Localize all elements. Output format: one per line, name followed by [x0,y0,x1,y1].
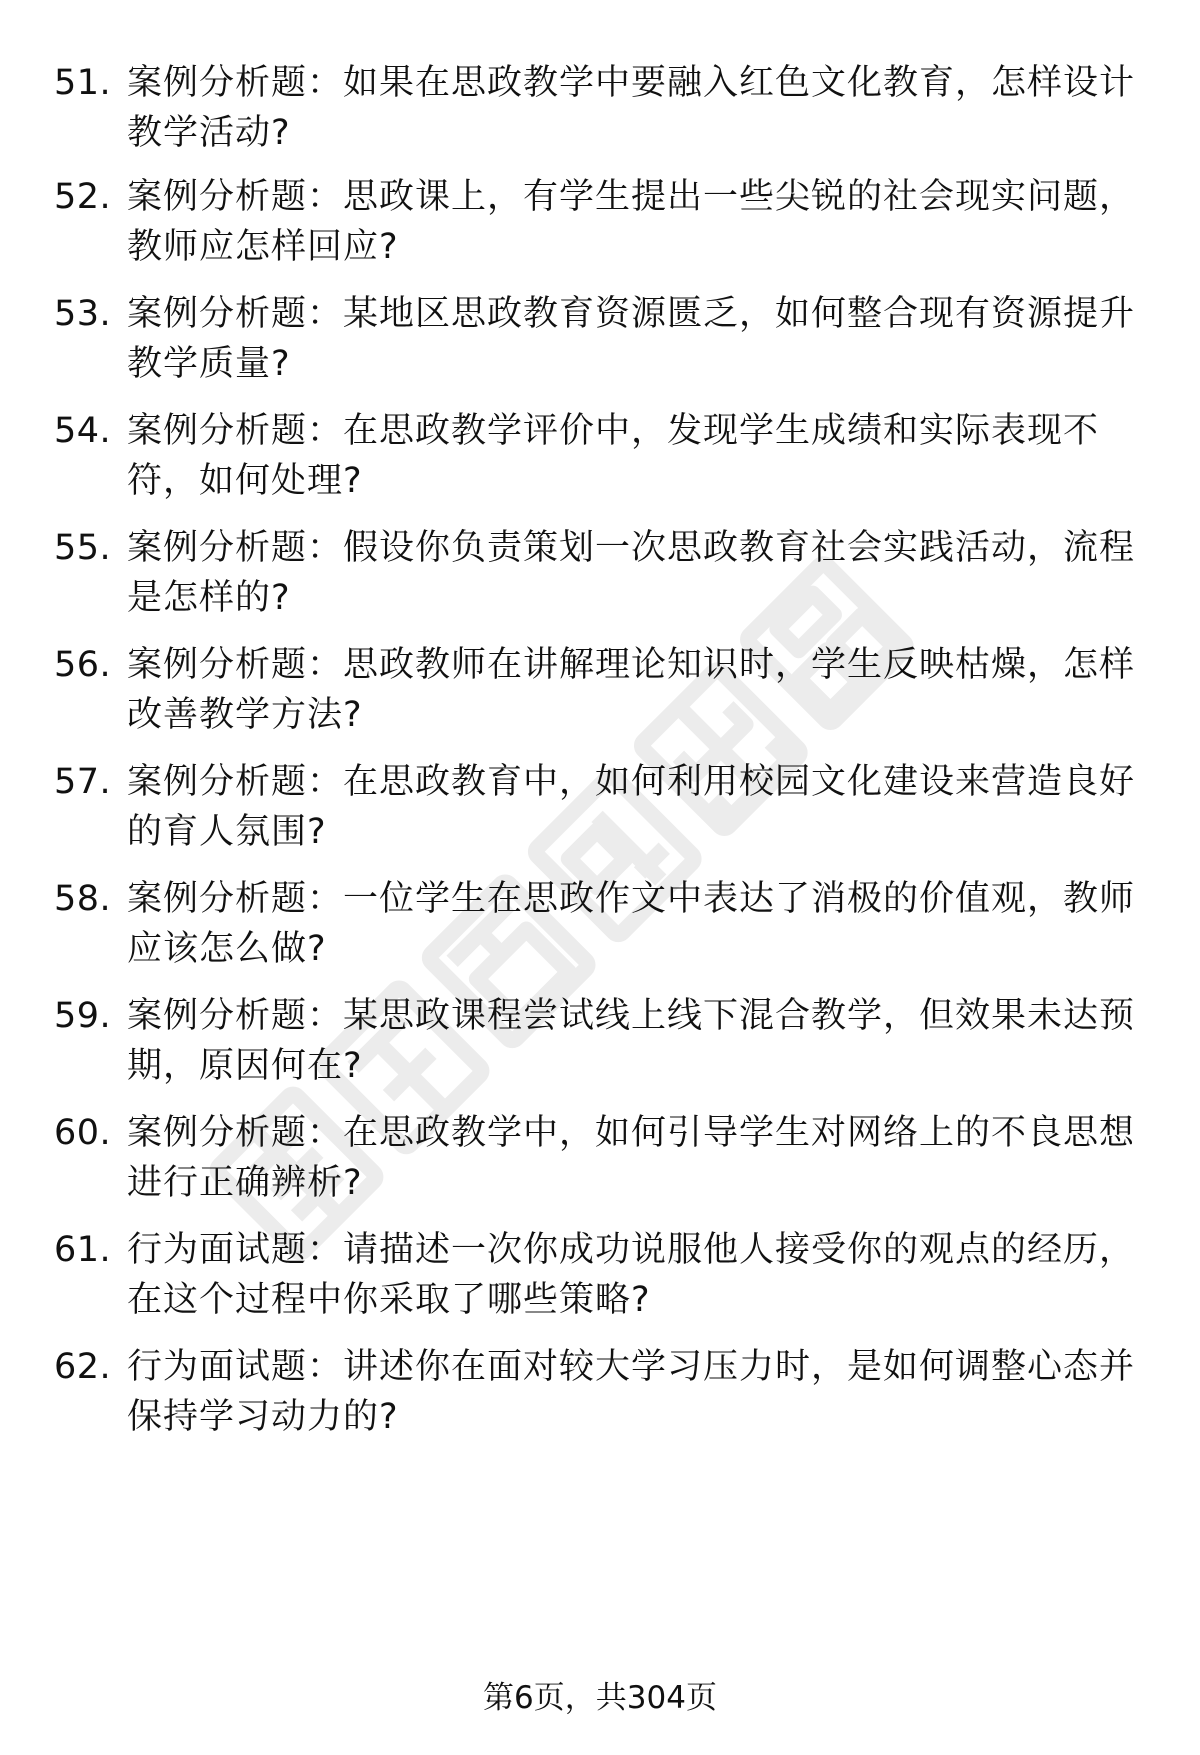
question-text: 案例分析题：一位学生在思政作文中表达了消极的价值观，教师应该怎么做? [127,879,1136,969]
question-text: 案例分析题：如果在思政教学中要融入红色文化教育，怎样设计教学活动? [127,63,1136,153]
question-text: 案例分析题：在思政教育中，如何利用校园文化建设来营造良好的育人氛围? [127,762,1136,852]
question-text: 行为面试题：请描述一次你成功说服他人接受你的观点的经历，在这个过程中你采取了哪些策略? [127,1230,1136,1320]
question-number: 60. [54,1113,112,1153]
question-number: 52. [54,177,112,217]
question-number: 56. [54,645,112,685]
question-text: 行为面试题：讲述你在面对较大学习压力时，是如何调整心态并保持学习动力的? [127,1347,1136,1437]
question-text: 案例分析题：某地区思政教育资源匮乏，如何整合现有资源提升教学质量? [127,294,1136,384]
question-number: 62. [54,1347,112,1387]
question-number: 59. [54,996,112,1036]
question-text: 案例分析题：在思政教学评价中，发现学生成绩和实际表现不符，如何处理? [127,411,1100,501]
question-text: 案例分析题：假设你负责策划一次思政教育社会实践活动，流程是怎样的? [127,528,1136,618]
question-number: 55. [54,528,112,568]
question-number: 54. [54,411,112,451]
question-number: 58. [54,879,112,919]
question-text: 案例分析题：某思政课程尝试线上线下混合教学，但效果未达预期，原因何在? [127,996,1136,1086]
question-text: 案例分析题：在思政教学中，如何引导学生对网络上的不良思想进行正确辨析? [127,1113,1136,1203]
question-number: 57. [54,762,112,802]
question-number: 53. [54,294,112,334]
question-text: 案例分析题：思政教师在讲解理论知识时，学生反映枯燥，怎样改善教学方法? [127,645,1136,735]
question-number: 51. [54,63,112,103]
page-footer: 第6页，共304页 [483,1680,717,1716]
question-text: 案例分析题：思政课上，有学生提出一些尖锐的社会现实问题，教师应怎样回应? [127,177,1136,267]
question-number: 61. [54,1230,112,1270]
